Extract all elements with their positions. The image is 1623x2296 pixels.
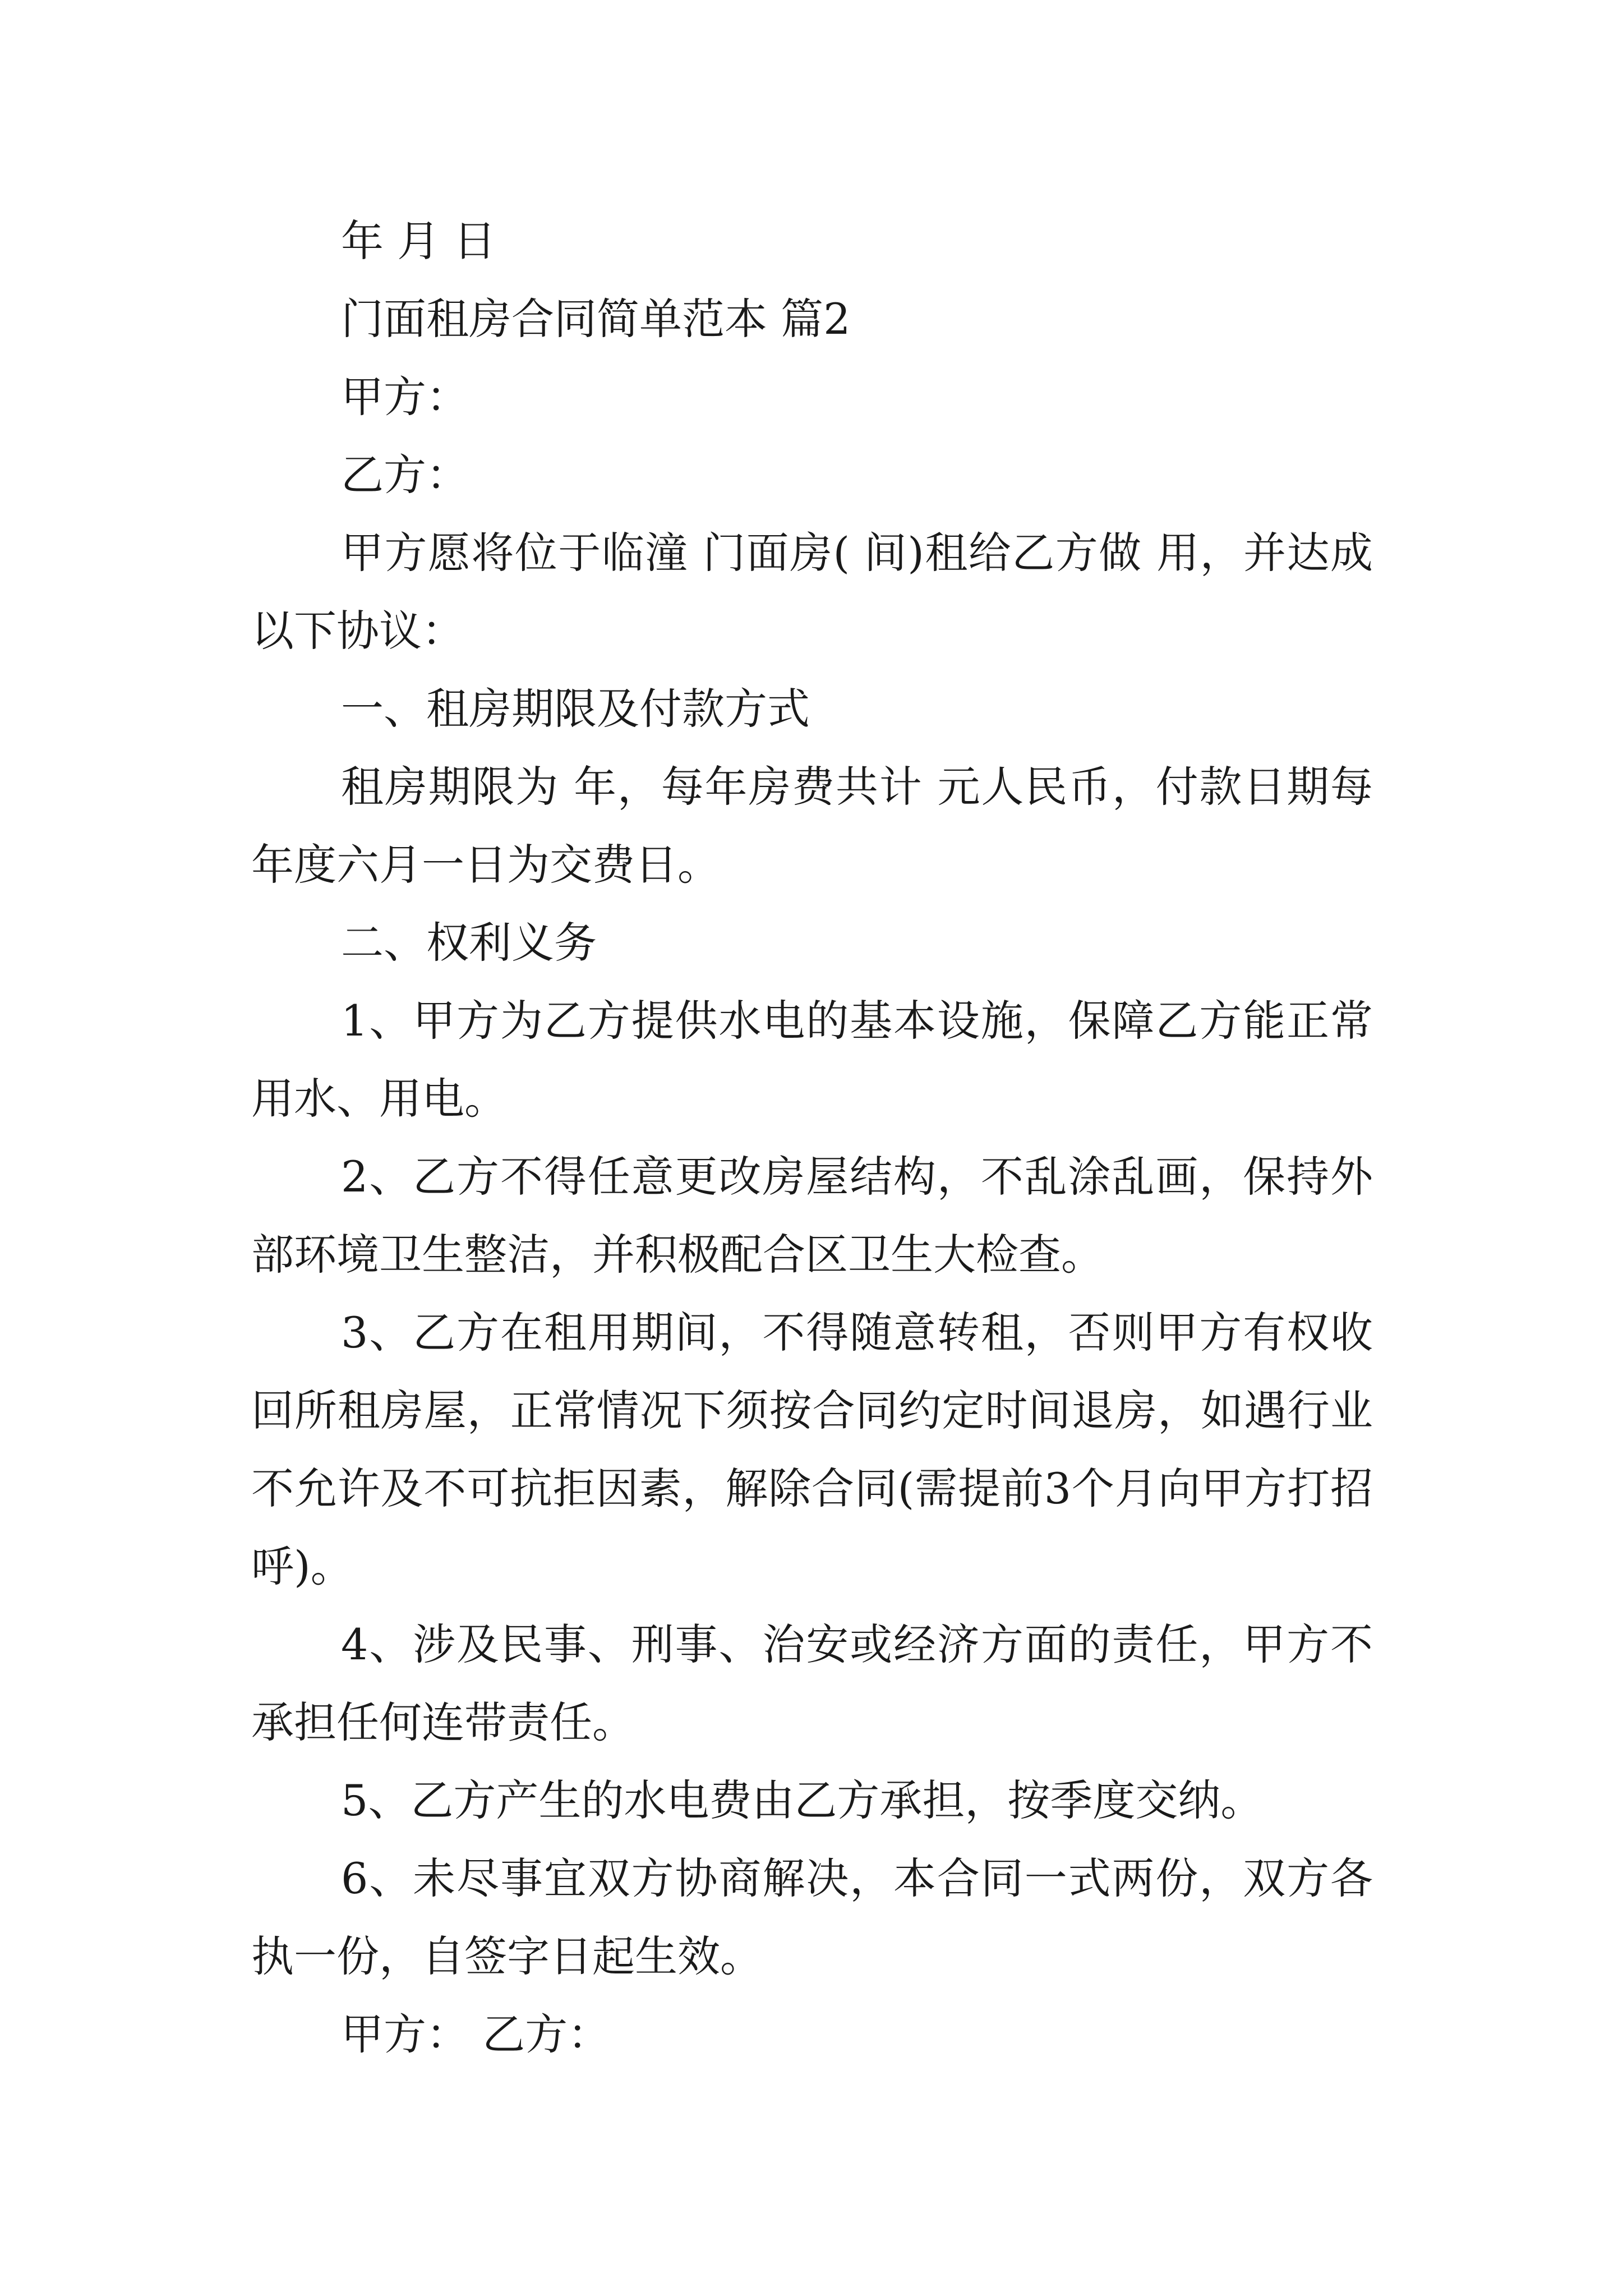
- clause-1: 1、甲方为乙方提供水电的基本设施，保障乙方能正常用水、用电。: [251, 996, 1373, 1124]
- document-title: 门面租房合同简单范本 篇2: [341, 294, 851, 344]
- intro-paragraph: 甲方愿将位于临潼 门面房( 间)租给乙方做 用，并达成以下协议：: [251, 528, 1373, 656]
- document-body: [251, 202, 1373, 2073]
- clause-5: 5、乙方产生的水电费由乙方承担，按季度交纳。: [341, 1775, 1264, 1825]
- section-1-heading: 一、租房期限及付款方式: [341, 684, 810, 734]
- signature-line: 甲方： 乙方：: [341, 2009, 611, 2059]
- section-1-body: 租房期限为 年，每年房费共计 元人民币，付款日期每年度六月一日为交费日。: [251, 762, 1373, 890]
- date-line: 年 月 日: [341, 216, 496, 266]
- party-a-line: 甲方：: [341, 372, 469, 422]
- clause-4: 4、涉及民事、刑事、治安或经济方面的责任，甲方不承担任何连带责任。: [251, 1619, 1373, 1747]
- clause-3: 3、乙方在租用期间，不得随意转租，否则甲方有权收回所租房屋，正常情况下须按合同约定时间退房，如遇行业不允许及不可抗拒因素，解除合同(需提前3个月向甲方打招呼)。: [251, 1308, 1373, 1591]
- clause-2: 2、乙方不得任意更改房屋结构，不乱涂乱画，保持外部环境卫生整洁，并积极配合区卫生大检查。: [251, 1152, 1373, 1280]
- party-b-line: 乙方：: [341, 450, 469, 500]
- section-2-heading: 二、权利义务: [341, 918, 597, 968]
- clause-6: 6、未尽事宜双方协商解决，本合同一式两份，双方各执一份，自签字日起生效。: [251, 1853, 1373, 1981]
